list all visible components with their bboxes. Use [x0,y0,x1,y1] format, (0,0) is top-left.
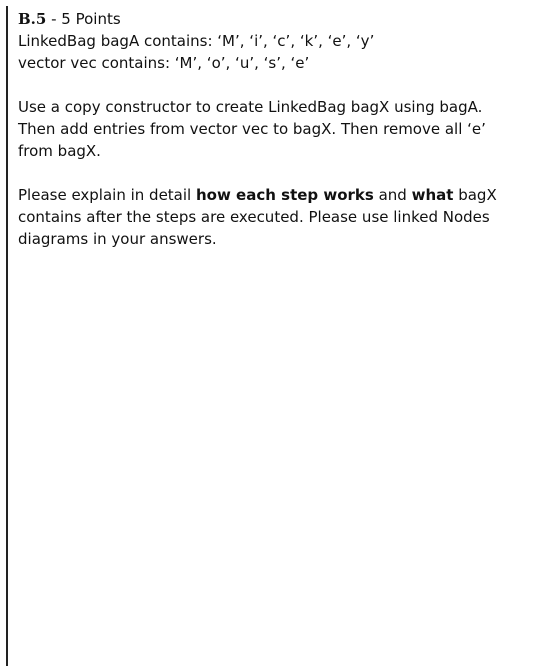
explain-text-2: and [373,186,412,204]
explain-text-3: bagX [453,186,497,204]
question-header [18,8,538,30]
question-points: 5 Points [61,10,121,28]
explain-text-1: Please explain in detail [18,186,196,204]
left-border-line [6,6,8,666]
vector-contents-line: vector vec contains: ‘M’, ‘o’, ‘u’, ‘s’, ‘e’ [18,54,310,72]
explain-bold-1: how each step works [195,186,374,204]
explain-bold-2: what [411,186,454,204]
explain-line-1 [18,184,538,206]
question-number: B.5 [18,10,47,28]
question-content [18,8,538,250]
header-separator: - [46,10,62,28]
task-line-2: Then add entries from vector vec to bagX. Then remove all ‘e’ [18,120,486,138]
explain-paragraph [18,184,538,250]
task-paragraph [18,96,538,162]
task-line-3: from bagX. [18,142,101,160]
task-line-1: Use a copy constructor to create LinkedBag bagX using bagA. [18,98,483,116]
bag-contents-line: LinkedBag bagA contains: ‘M’, ‘i’, ‘c’, ‘k’, ‘e’, ‘y’ [18,32,375,50]
explain-line-3: diagrams in your answers. [18,230,217,248]
explain-line-2: contains after the steps are executed. Please use linked Nodes [18,208,490,226]
